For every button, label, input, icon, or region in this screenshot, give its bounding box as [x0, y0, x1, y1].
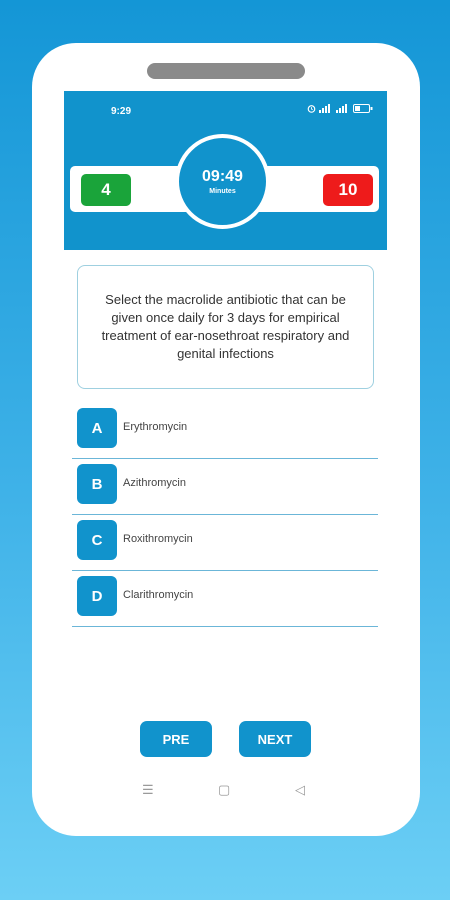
alarm-icon	[307, 104, 316, 113]
option-letter-badge: C	[77, 520, 117, 560]
option-label: Azithromycin	[123, 477, 186, 489]
status-icons	[307, 104, 373, 113]
option-d[interactable]	[72, 571, 378, 627]
correct-score-badge: 4	[81, 174, 131, 206]
battery-icon	[353, 104, 373, 113]
next-button[interactable]: NEXT	[239, 721, 311, 757]
option-a[interactable]	[72, 403, 378, 459]
quiz-header	[64, 91, 387, 250]
option-letter-badge: A	[77, 408, 117, 448]
home-icon[interactable]: ▢	[218, 782, 231, 797]
option-letter-badge: B	[77, 464, 117, 504]
question-text: Select the macrolide antibiotic that can be given once daily for 3 days for empirical treatment of ear-nosethroat respiratory and genital infections	[101, 292, 350, 361]
option-label: Erythromycin	[123, 421, 188, 433]
previous-button[interactable]: PRE	[140, 721, 212, 757]
back-icon[interactable]: ◁	[295, 782, 305, 797]
timer-value: 09:49	[202, 168, 243, 185]
option-c[interactable]	[72, 515, 378, 571]
android-navigation-bar	[32, 782, 420, 798]
answer-options	[72, 403, 378, 627]
signal-icon	[319, 104, 333, 113]
countdown-timer	[175, 134, 270, 229]
option-letter-badge: D	[77, 576, 117, 616]
phone-frame	[32, 43, 420, 836]
menu-icon[interactable]: ☰	[142, 782, 154, 797]
wrong-score-badge: 10	[323, 174, 373, 206]
question-card	[77, 265, 374, 389]
status-bar	[64, 103, 387, 121]
signal-icon	[336, 104, 350, 113]
phone-speaker	[147, 63, 305, 79]
timer-unit: Minutes	[209, 188, 236, 195]
option-b[interactable]	[72, 459, 378, 515]
option-label: Clarithromycin	[123, 589, 194, 601]
option-label: Roxithromycin	[123, 533, 193, 545]
status-time: 9:29	[111, 106, 132, 117]
